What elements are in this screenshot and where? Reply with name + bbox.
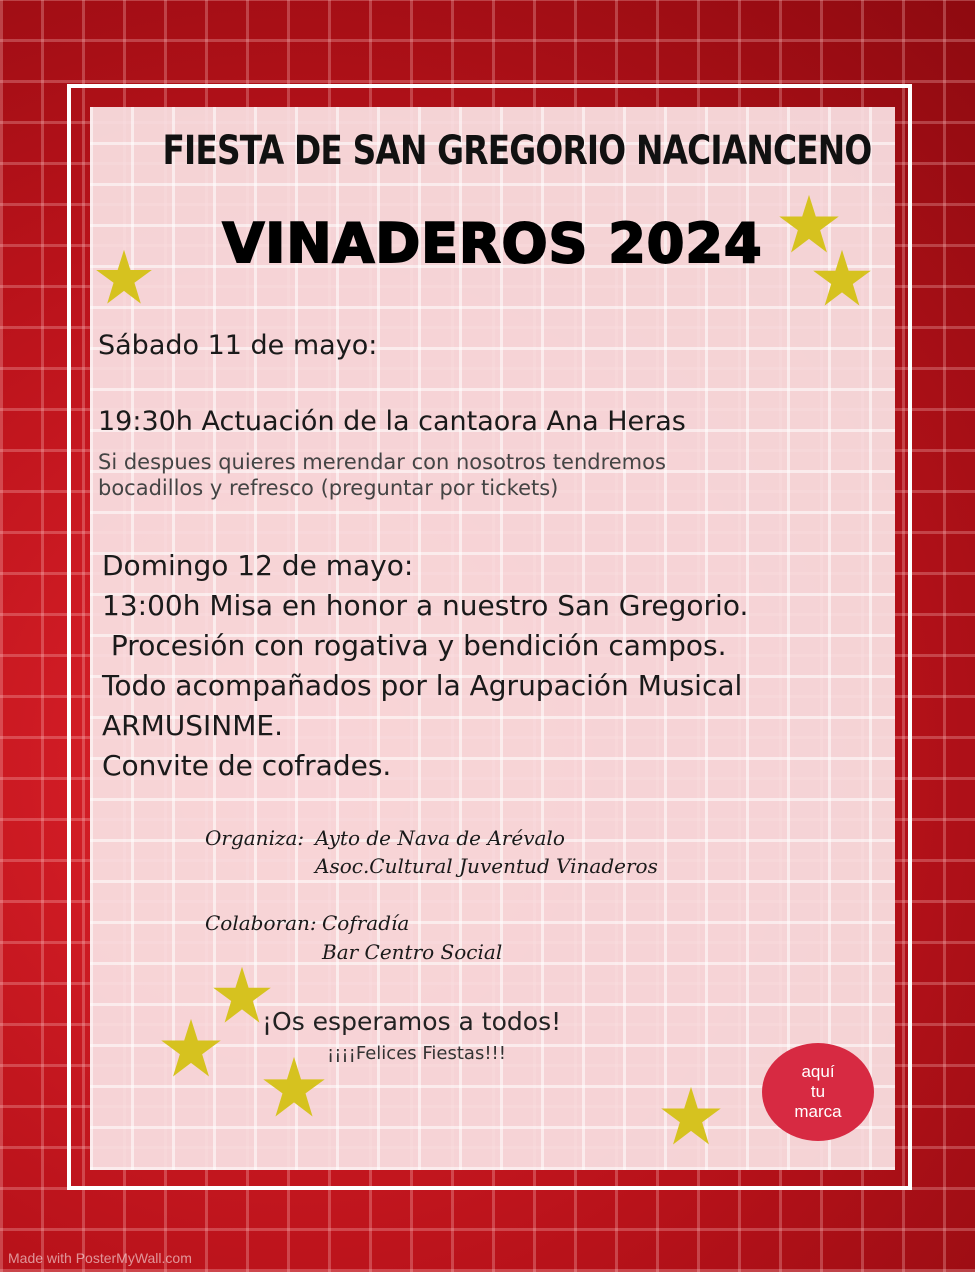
sunday-line3: Todo acompañados por la Agrupación Musical — [102, 669, 743, 702]
poster-title: FIESTA DE SAN GREGORIO NACIANCENO — [162, 128, 872, 174]
star-icon — [812, 248, 872, 308]
brand-badge-line2: tu — [810, 1082, 826, 1101]
star-icon — [262, 1055, 326, 1119]
sunday-line4: ARMUSINME. — [102, 709, 283, 742]
sunday-line2: Procesión con rogativa y bendición campos. — [102, 629, 727, 662]
star-icon — [778, 193, 840, 255]
brand-badge-line1: aquí — [801, 1062, 835, 1081]
colaboran-label: Colaboran: — [205, 911, 317, 935]
saturday-note-line2: bocadillos y refresco (preguntar por tickets) — [98, 476, 559, 500]
saturday-heading: Sábado 11 de mayo: — [98, 330, 378, 361]
sunday-heading: Domingo 12 de mayo: — [102, 549, 414, 582]
star-icon — [212, 965, 272, 1025]
colaboran-item1: Cofradía — [322, 911, 410, 935]
brand-badge[interactable] — [762, 1043, 874, 1141]
sunday-line1: 13:00h Misa en honor a nuestro San Gregorio. — [102, 589, 749, 622]
brand-badge-line3: marca — [794, 1102, 842, 1121]
closing-message: ¡Os esperamos a todos! — [262, 1007, 562, 1036]
closing-greeting: ¡¡¡¡Felices Fiestas!!! — [327, 1043, 506, 1064]
organiza-item2: Asoc.Cultural Juventud Vinaderos — [315, 854, 658, 878]
poster-subtitle: VINADEROS 2024 — [222, 212, 763, 275]
organiza-item1: Ayto de Nava de Arévalo — [315, 826, 565, 850]
organiza-label: Organiza: — [205, 826, 305, 850]
saturday-note-line1: Si despues quieres merendar con nosotros tendremos — [98, 450, 666, 474]
saturday-note — [98, 449, 778, 501]
star-icon — [660, 1085, 722, 1147]
watermark: Made with PosterMyWall.com — [8, 1250, 192, 1266]
sunday-block — [102, 546, 748, 786]
sunday-line5: Convite de cofrades. — [102, 749, 392, 782]
colaboran-item2: Bar Centro Social — [322, 940, 503, 964]
star-icon — [95, 248, 153, 306]
saturday-event: 19:30h Actuación de la cantaora Ana Heras — [98, 406, 686, 437]
star-icon — [160, 1017, 222, 1079]
